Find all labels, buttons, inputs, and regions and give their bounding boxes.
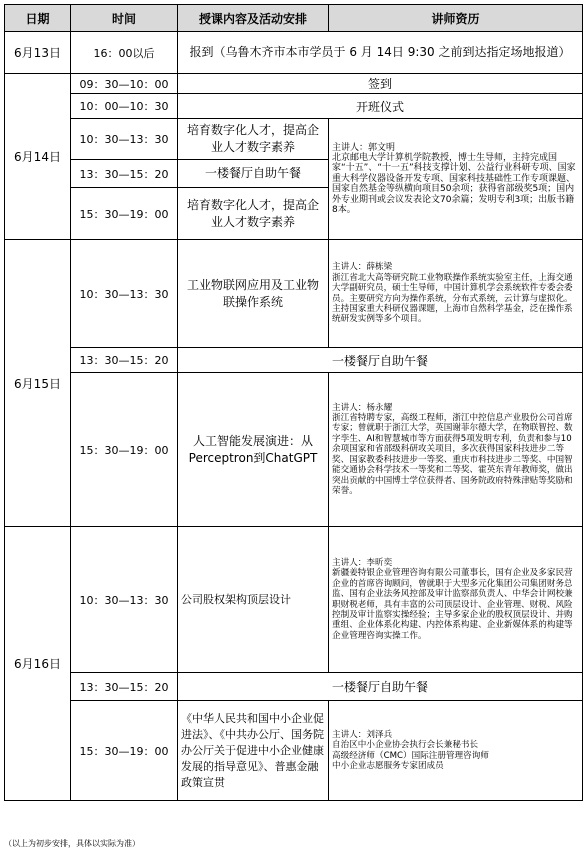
day2-r2-activity: 开班仪式	[178, 94, 583, 119]
day4-r3-time: 15：30—19：00	[71, 701, 178, 801]
day2-r5-time: 15：30—19：00	[71, 188, 178, 240]
day3-r1-topic: 工业物联网应用及工业物联操作系统	[178, 240, 329, 348]
day3-r2-time: 13：30—15：20	[71, 348, 178, 373]
day4-date: 6月16日	[5, 527, 71, 801]
schedule-table	[4, 4, 583, 801]
header-lecturer: 讲师资历	[329, 5, 583, 32]
day4-r3-topic: 《中华人民共和国中小企业促进法》、《中共办公厅、国务院办公厅关于促进中小企业健康发展的指导意见》、普惠金融政策宣贯	[178, 701, 329, 801]
day2-lecturer-bio	[329, 119, 583, 240]
day3-row3	[5, 373, 583, 527]
footnote: （以上为初步安排，具体以实际为准）	[4, 839, 140, 848]
header-date: 日期	[5, 5, 71, 32]
day3-lecturer1-bio	[329, 240, 583, 348]
day4-row3	[5, 701, 583, 801]
day4-lecturer1-bio	[329, 527, 583, 673]
day4-lecturer2-bio	[329, 701, 583, 801]
day1-registration-note: 报到（乌鲁木齐市本市学员于 6 月 14日 9:30 之前到达指定场地报道）	[178, 32, 583, 74]
day3-r2-activity: 一楼餐厅自助午餐	[178, 348, 583, 373]
day3-r1-time: 10：30—13：30	[71, 240, 178, 348]
header-time: 时间	[71, 5, 178, 32]
day2-r2-time: 10：00—10：30	[71, 94, 178, 119]
day4-lecturer1-text: 主讲人：李昕奕 新疆姜特银企业管理咨询有限公司董事长，国有企业及多家民营企业的首席咨询顾问，曾就职于大型多元化集团公司集团财务总监、国有企业法务风控部及审计监察部负责人、中华会计网校兼职财税老师，具有丰富的公司顶层设计、企业管理、财税、风险控制及审计监察实操经验；主导多家企业的股权顶层设计、并购重组、企业体系化构建、内控体系构建、企业新媒体系的构建等企业管理咨询实操工作。	[332, 557, 573, 641]
day2-lecturer-text: 主讲人：郭文明 北京邮电大学计算机学院教授，博士生导师，主持完成国家“十五”、“十一五”科技支撑计划、公益行业科研专项、国家重大科学仪器设备开发专项、国家科技基础性工作专项课题、国家自然基金等纵横向项目50余项；获得省部级奖5项；国内外专业期刊或会议发表论文70余篇；发明专利3项；出版书籍8本。	[332, 142, 576, 216]
day2-r4-topic: 一楼餐厅自助午餐	[178, 160, 329, 188]
day2-r4-time: 13：30—15：20	[71, 160, 178, 188]
header-content: 授课内容及活动安排	[178, 5, 329, 32]
header-row	[5, 5, 583, 32]
day3-lecturer1-text: 主讲人：薛栋梁 浙江省北大高等研究院工业物联操作系统实验室主任，上海交通大学副研究员，硕士生导师，中国计算机学会系统软件专委会委员。主要研究方向为操作系统，分布式系统，云计算与虚拟化。主持国家重大科研仪器课题，上海市自然科学基金，泛在操作系统研发实例等多个项目。	[332, 262, 573, 325]
day4-row1	[5, 527, 583, 673]
day4-r1-topic: 公司股权架构顶层设计	[178, 527, 329, 673]
day3-date: 6月15日	[5, 240, 71, 527]
day2-row3	[5, 119, 583, 160]
day1-row	[5, 32, 583, 74]
day4-r1-time: 10：30—13：30	[71, 527, 178, 673]
day3-row2	[5, 348, 583, 373]
day1-time: 16：00以后	[71, 32, 178, 74]
day3-r3-time: 15：30—19：00	[71, 373, 178, 527]
day2-r3-time: 10：30—13：30	[71, 119, 178, 160]
day3-lecturer2-bio	[329, 373, 583, 527]
day3-r3-topic: 人工智能发展演进：从 Perceptron到ChatGPT	[178, 373, 329, 527]
day2-r5-topic: 培育数字化人才，提高企业人才数字素养	[178, 188, 329, 240]
day2-row1	[5, 74, 583, 94]
day4-r2-activity: 一楼餐厅自助午餐	[178, 673, 583, 701]
day2-row2	[5, 94, 583, 119]
day1-date: 6月13日	[5, 32, 71, 74]
day3-row1	[5, 240, 583, 348]
day4-r2-time: 13：30—15：20	[71, 673, 178, 701]
day2-r3-topic: 培育数字化人才，提高企业人才数字素养	[178, 119, 329, 160]
day3-lecturer2-text: 主讲人：杨永耀 浙江省特聘专家，高级工程师，浙江中控信息产业股份公司首席专家；曾就职于浙江大学，英国谢菲尔德大学，在物联智控、数字孪生、AI和智慧城市等方面获得5项发明专利，负责和参与10余项国家和省部级科研攻关项目，多次获得国家科技进步二等奖、国家教委科技进步一等奖、重庆市科技进步二等奖、中国智能交通协会科学技术一等奖和二等奖、霍英东青年教师奖，做出突出贡献的中国博士学位获得者、国务院政府特殊津贴等奖励和荣誉。	[332, 402, 573, 496]
day2-r1-time: 09：30—10：00	[71, 74, 178, 94]
day2-date: 6月14日	[5, 74, 71, 240]
day4-row2	[5, 673, 583, 701]
day4-lecturer2-text: 主讲人：刘泽兵 自治区中小企业协会执行会长兼秘书长 高级经济师（CMC）国际注册管理咨询师 中小企业志愿服务专家团成员	[332, 729, 489, 771]
day2-r1-activity: 签到	[178, 74, 583, 94]
